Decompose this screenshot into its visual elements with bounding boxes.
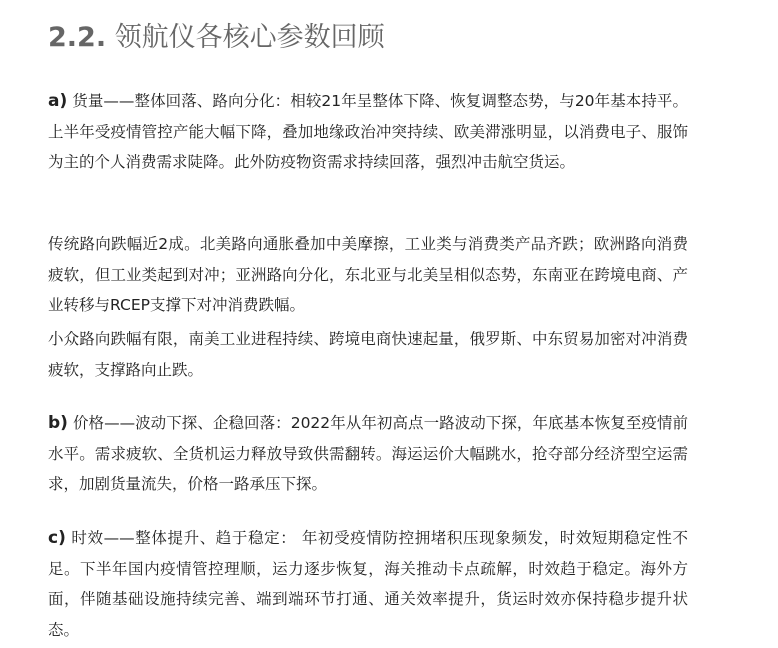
list-marker-a: a) bbox=[48, 91, 68, 111]
paragraph-volume bbox=[48, 86, 688, 178]
paragraph-volume-text: 货量——整体回落、路向分化：相较21年呈整体下降、恢复调整态势，与20年基本持平。上半年受疫情管控产能大幅下降，叠加地缘政治冲突持续、欧美滞涨明显，以消费电子、服饰为主的个人消费需求陡降。此外防疫物资需求持续回落，强烈冲击航空货运。 bbox=[48, 92, 688, 171]
section-title-text: 领航仪各核心参数回顾 bbox=[114, 22, 385, 53]
paragraph-timeliness-text: 时效——整体提升、趋于稳定： 年初受疫情防控拥堵积压现象频发，时效短期稳定性不足。下半年国内疫情管控理顺，运力逐步恢复，海关推动卡点疏解，时效趋于稳定。海外方面，伴随基础设施持续完善、端到端环节打通、通关效率提升，货运时效亦保持稳步提升状态。 bbox=[48, 529, 688, 639]
paragraph-price-text: 价格——波动下探、企稳回落：2022年从年初高点一路波动下探，年底基本恢复至疫情前水平。需求疲软、全货机运力释放导致供需翻转。海运运价大幅跳水，抢夺部分经济型空运需求，加剧货量流失，价格一路承压下探。 bbox=[48, 414, 689, 493]
section-number: 2.2. bbox=[48, 22, 107, 53]
paragraph-timeliness bbox=[48, 523, 688, 645]
list-marker-c: c) bbox=[48, 528, 66, 548]
paragraph-traditional-routes bbox=[48, 229, 688, 321]
paragraph-minor-routes bbox=[48, 324, 688, 385]
paragraph-minor-text: 小众路向跌幅有限，南美工业进程持续、跨境电商快速起量，俄罗斯、中东贸易加密对冲消费疲软，支撑路向止跌。 bbox=[48, 330, 688, 379]
section-title bbox=[48, 18, 385, 58]
paragraph-traditional-text: 传统路向跌幅近2成。北美路向通胀叠加中美摩擦，工业类与消费类产品齐跌；欧洲路向消费疲软，但工业类起到对冲；亚洲路向分化，东北亚与北美呈相似态势，东南亚在跨境电商、产业转移与RCEP支撑下对冲消费跌幅。 bbox=[48, 235, 688, 314]
list-marker-b: b) bbox=[48, 413, 68, 433]
paragraph-price bbox=[48, 408, 688, 500]
